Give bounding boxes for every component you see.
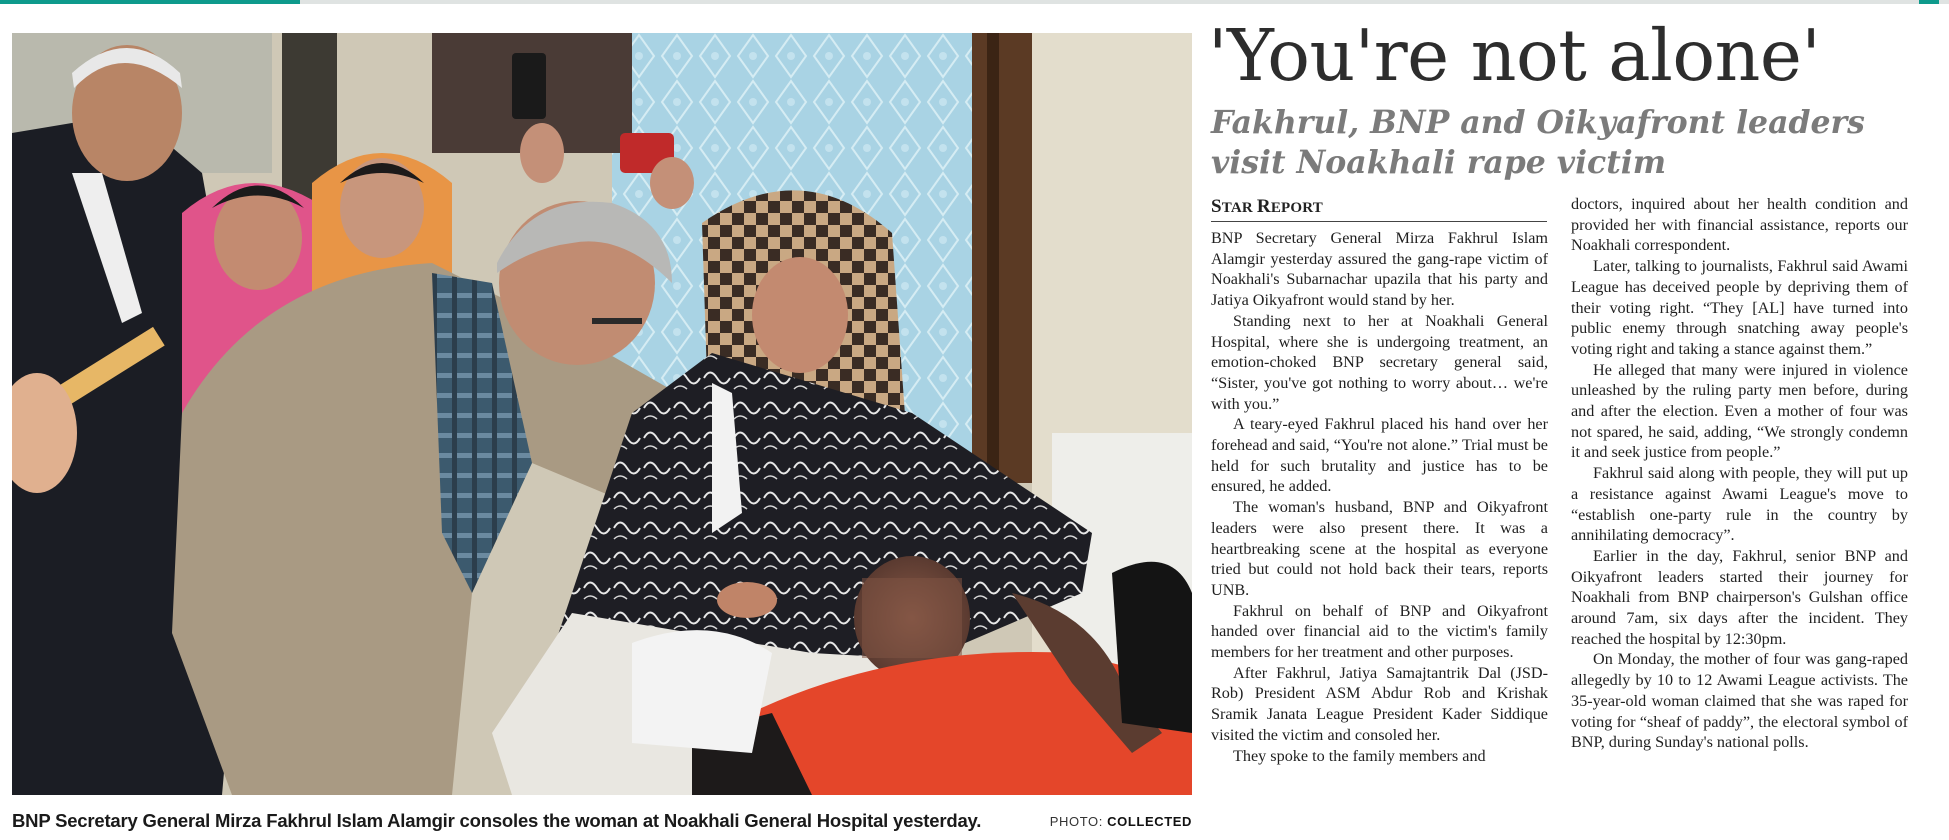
photo-credit-source: COLLECTED xyxy=(1107,814,1192,829)
article-paragraph: Earlier in the day, Fakhrul, senior BNP and Oikyafront leaders started their journey for Noakhali from BNP chairperson's Gulshan office around 7am, six days after the incident. They reached the hospital by 12:30pm. xyxy=(1571,546,1908,648)
byline-rule xyxy=(1211,221,1547,222)
article-paragraph: Fakhrul on behalf of BNP and Oikyafront handed over financial aid to the victim's family members for her treatment and other purposes. xyxy=(1211,601,1548,662)
top-rule xyxy=(0,0,1949,4)
subheadline: Fakhrul, BNP and Oikyafront leaders visit Noakhali rape victim xyxy=(1211,104,1865,181)
article-paragraph: Later, talking to journalists, Fakhrul said Awami League has deceived people by depriving them of their voting right. “They [AL] have turned into public enemy through snatching away people's voting right and taking a stance against them.” xyxy=(1571,257,1908,358)
byline-initial-1: S xyxy=(1211,196,1222,217)
photo-credit-prefix: PHOTO: xyxy=(1049,814,1108,829)
article-paragraph: On Monday, the mother of four was gang-raped allegedly by 10 to 12 Awami League activists. The 35-year-old woman claimed that she was raped for voting for “sheaf of paddy”, the electoral symbol of BNP, during Sunday's national polls. xyxy=(1571,650,1908,752)
caption-text: BNP Secretary General Mirza Fakhrul Islam Alamgir consoles the woman at Noakhali General Hospital yesterday. xyxy=(12,810,982,831)
article-paragraph: A teary-eyed Fakhrul placed his hand over her forehead and said, “You're not alone.” Trial must be held for such brutality and justice has to be ensured, he added. xyxy=(1211,415,1548,496)
article-paragraph: doctors, inquired about her health condition and provided her with financial assistance, reports our Noakhali correspondent. xyxy=(1571,195,1908,255)
article-column-2 xyxy=(1571,194,1908,753)
article-paragraph: BNP Secretary General Mirza Fakhrul Islam Alamgir yesterday assured the gang-rape victim of Noakhali's Subarnachar upazila that his party and Jatiya Oikyafront would stand by her. xyxy=(1211,229,1548,310)
byline-initial-2: R xyxy=(1256,196,1271,217)
article-paragraph: They spoke to the family members and xyxy=(1233,746,1486,765)
byline-rest-1: TAR xyxy=(1221,200,1257,216)
article-paragraph: He alleged that many were injured in violence unleashed by the ruling party men before, during and after the election. Even a mother of four was not spared, he said, adding, “We strongly condemn it and seek justice from people.” xyxy=(1571,360,1908,462)
top-rule-accent-right xyxy=(1919,0,1939,4)
article-paragraph: Fakhrul said along with people, they will put up a resistance against Awami League's move to “establish one-party rule in the country by annihilating democracy”. xyxy=(1571,464,1908,545)
photo-credit xyxy=(1050,814,1192,829)
article-column-1 xyxy=(1211,228,1548,766)
photo-caption xyxy=(12,810,1192,836)
headline: 'You're not alone' xyxy=(1208,14,1821,97)
news-photo-illustration xyxy=(12,33,1192,795)
news-photo xyxy=(12,33,1192,795)
article-paragraph: The woman's husband, BNP and Oikyafront leaders were also present there. It was a heartbreaking scene at the hospital as everyone tried but could not hold back their tears, reports UNB. xyxy=(1211,498,1548,599)
byline xyxy=(1211,196,1547,218)
top-rule-accent-left xyxy=(0,0,300,4)
article-paragraph: Standing next to her at Noakhali General Hospital, where she is undergoing treatment, an emotion-choked BNP secretary general said, “Sister, you've got nothing to worry about… we're with you.” xyxy=(1211,311,1548,413)
byline-rest-2: EPORT xyxy=(1270,200,1323,216)
article-paragraph: After Fakhrul, Jatiya Samajtantrik Dal (JSD-Rob) President ASM Abdur Rob and Krishak Sramik Janata League President Kader Siddique visited the victim and consoled her. xyxy=(1211,663,1548,744)
